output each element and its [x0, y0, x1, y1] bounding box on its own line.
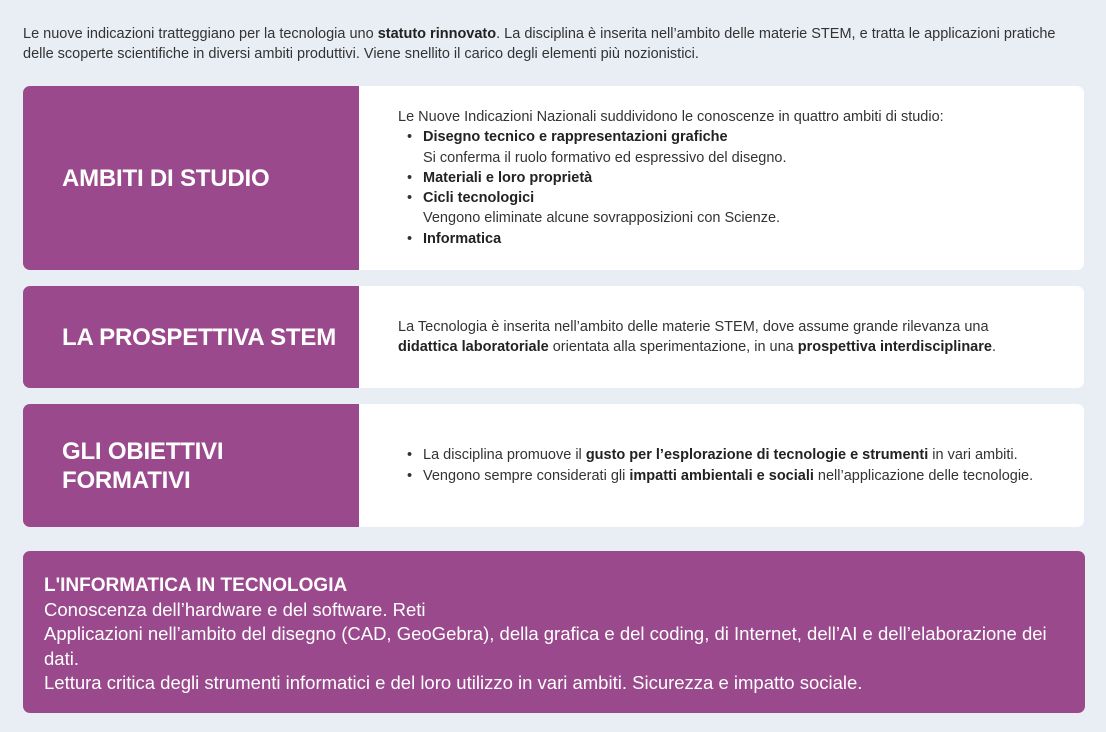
- card-prospettiva-stem: [23, 286, 1084, 388]
- list-item-title: Materiali e loro proprietà: [423, 169, 593, 186]
- text: .: [991, 339, 996, 355]
- card-label: [23, 86, 359, 270]
- text: orientata alla sperimentazione, in una: [548, 339, 798, 355]
- obiettivi-list: [398, 445, 1044, 485]
- list-item-title: Informatica: [423, 230, 502, 247]
- text: nell’applicazione delle tecnologie.: [813, 467, 1034, 484]
- text: Vengono sempre considerati gli: [423, 467, 630, 484]
- card-obiettivi-formativi: [23, 404, 1084, 527]
- banner-line: Conoscenza dell’hardware e del software. Reti: [44, 599, 426, 621]
- text: La Tecnologia è inserita nell’ambito delle materie STEM, dove assume grande rilevanza una: [398, 318, 989, 335]
- list-item-desc: Si conferma il ruolo formativo ed espressivo del disegno.: [423, 149, 787, 166]
- card-title: LA PROSPETTIVA STEM: [62, 323, 336, 351]
- list-item: [398, 168, 1044, 188]
- text: in vari ambiti.: [928, 447, 1018, 464]
- card-label: [23, 286, 359, 388]
- card-title: GLI OBIETTIVI FORMATIVI: [62, 437, 224, 494]
- card-label: [23, 404, 359, 527]
- intro-bold: statuto rinnovato: [377, 26, 497, 42]
- list-item: [398, 188, 1044, 228]
- card-lead: Le Nuove Indicazioni Nazionali suddividono le conoscenze in quattro ambiti di studio:: [398, 109, 944, 126]
- informatica-banner: [23, 551, 1085, 713]
- banner-line: Applicazioni nell’ambito del disegno (CAD, GeoGebra), della grafica e del coding, di Internet, dell’AI e dell’elaborazione dei dati.: [44, 623, 1047, 669]
- list-item-title: Disegno tecnico e rappresentazioni grafiche: [423, 129, 728, 146]
- card-body: [359, 286, 1084, 388]
- card-title: AMBITI DI STUDIO: [62, 164, 270, 192]
- banner-line: Lettura critica degli strumenti informatici e del loro utilizzo in vari ambiti. Sicurezza e impatto sociale.: [44, 671, 863, 693]
- bold-text: gusto per l’esplorazione di tecnologie e strumenti: [585, 447, 929, 464]
- card-paragraph: [398, 317, 1044, 357]
- card-ambiti-di-studio: [23, 86, 1084, 270]
- intro-text-2: . La disciplina è inserita nell’ambito delle materie STEM, e tratta le applicazioni pratiche delle scoperte scientifiche in diversi ambiti produttivi. Viene snellito il carico degli elementi più nozionistici.: [23, 26, 1056, 62]
- intro-paragraph: [23, 24, 1088, 64]
- bold-text: didattica laboratoriale: [398, 339, 549, 355]
- list-item: [398, 127, 1044, 167]
- ambiti-list: [398, 127, 1044, 248]
- bold-text: impatti ambientali e sociali: [629, 467, 814, 484]
- card-body: [359, 404, 1084, 527]
- list-item-title: Cicli tecnologici: [423, 190, 535, 207]
- banner-title: L'INFORMATICA IN TECNOLOGIA: [44, 575, 348, 596]
- bold-text: prospettiva interdisciplinare: [797, 339, 992, 355]
- list-item: [398, 466, 1044, 486]
- list-item: [398, 229, 1044, 249]
- list-item: [398, 445, 1044, 465]
- intro-text-1: Le nuove indicazioni tratteggiano per la tecnologia uno: [23, 26, 378, 42]
- list-item-desc: Vengono eliminate alcune sovrapposizioni con Scienze.: [423, 210, 781, 227]
- text: La disciplina promuove il: [423, 447, 586, 464]
- card-body: [359, 86, 1084, 270]
